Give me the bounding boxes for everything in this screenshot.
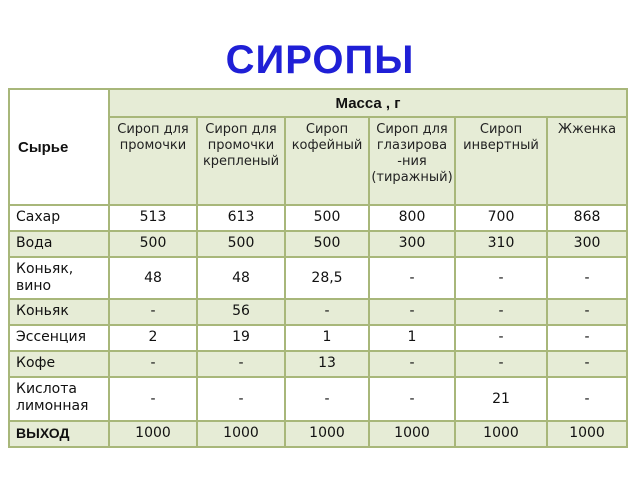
table-cell: 21 (455, 377, 547, 421)
table-cell: 1 (285, 325, 369, 351)
column-header: Жженка (547, 117, 627, 205)
table-cell: - (547, 257, 627, 299)
header-mass: Масса , г (109, 89, 627, 117)
table-cell: 500 (197, 231, 285, 257)
table-cell: 700 (455, 205, 547, 231)
table-cell: - (285, 377, 369, 421)
table-cell: - (109, 299, 197, 325)
table-cell: - (369, 351, 455, 377)
table-row-total (9, 421, 627, 447)
table-cell: 300 (547, 231, 627, 257)
table-cell: - (455, 351, 547, 377)
table-row (9, 231, 627, 257)
table-cell: - (455, 257, 547, 299)
syrups-table (8, 88, 628, 448)
table-cell: 1000 (547, 421, 627, 447)
table-row (9, 257, 627, 299)
table-cell: - (197, 351, 285, 377)
table-cell: 48 (109, 257, 197, 299)
table-cell: 1000 (455, 421, 547, 447)
page-title: СИРОПЫ (225, 38, 415, 82)
table-cell: 300 (369, 231, 455, 257)
table-cell: - (455, 299, 547, 325)
table-cell: 2 (109, 325, 197, 351)
table-cell: 48 (197, 257, 285, 299)
row-label: Коньяк, вино (9, 257, 109, 299)
row-label: Кофе (9, 351, 109, 377)
header-raw-material: Сырье (9, 89, 109, 205)
table-cell: - (369, 377, 455, 421)
table-row (9, 299, 627, 325)
table-cell: - (109, 351, 197, 377)
table-cell: 613 (197, 205, 285, 231)
table-cell: 13 (285, 351, 369, 377)
table-cell: 500 (285, 231, 369, 257)
table-cell: 500 (109, 231, 197, 257)
table-cell: 1 (369, 325, 455, 351)
table-cell: - (109, 377, 197, 421)
table-row (9, 351, 627, 377)
table-cell: 513 (109, 205, 197, 231)
table-cell: - (547, 299, 627, 325)
table-cell: 56 (197, 299, 285, 325)
row-label: ВЫХОД (9, 421, 109, 447)
table-row (9, 205, 627, 231)
table-row (9, 325, 627, 351)
table-cell: 868 (547, 205, 627, 231)
column-header: Сироп для промочки крепленый (197, 117, 285, 205)
column-header: Сироп инвертный (455, 117, 547, 205)
table-cell: 28,5 (285, 257, 369, 299)
column-header: Сироп кофейный (285, 117, 369, 205)
table-cell: - (197, 377, 285, 421)
column-header: Сироп для глазирова -ния (тиражный) (369, 117, 455, 205)
table-cell: 1000 (197, 421, 285, 447)
table-cell: 1000 (369, 421, 455, 447)
table-cell: 1000 (109, 421, 197, 447)
table-cell: 19 (197, 325, 285, 351)
table-cell: - (455, 325, 547, 351)
row-label: Вода (9, 231, 109, 257)
table-cell: - (547, 351, 627, 377)
row-label: Коньяк (9, 299, 109, 325)
row-label: Сахар (9, 205, 109, 231)
table-cell: 310 (455, 231, 547, 257)
table-cell: - (547, 325, 627, 351)
table-cell: - (369, 257, 455, 299)
table-cell: 500 (285, 205, 369, 231)
column-header: Сироп для промочки (109, 117, 197, 205)
table-row (9, 377, 627, 421)
table-cell: - (547, 377, 627, 421)
table-cell: - (285, 299, 369, 325)
row-label: Эссенция (9, 325, 109, 351)
table-cell: 800 (369, 205, 455, 231)
table-cell: 1000 (285, 421, 369, 447)
table-cell: - (369, 299, 455, 325)
row-label: Кислота лимонная (9, 377, 109, 421)
